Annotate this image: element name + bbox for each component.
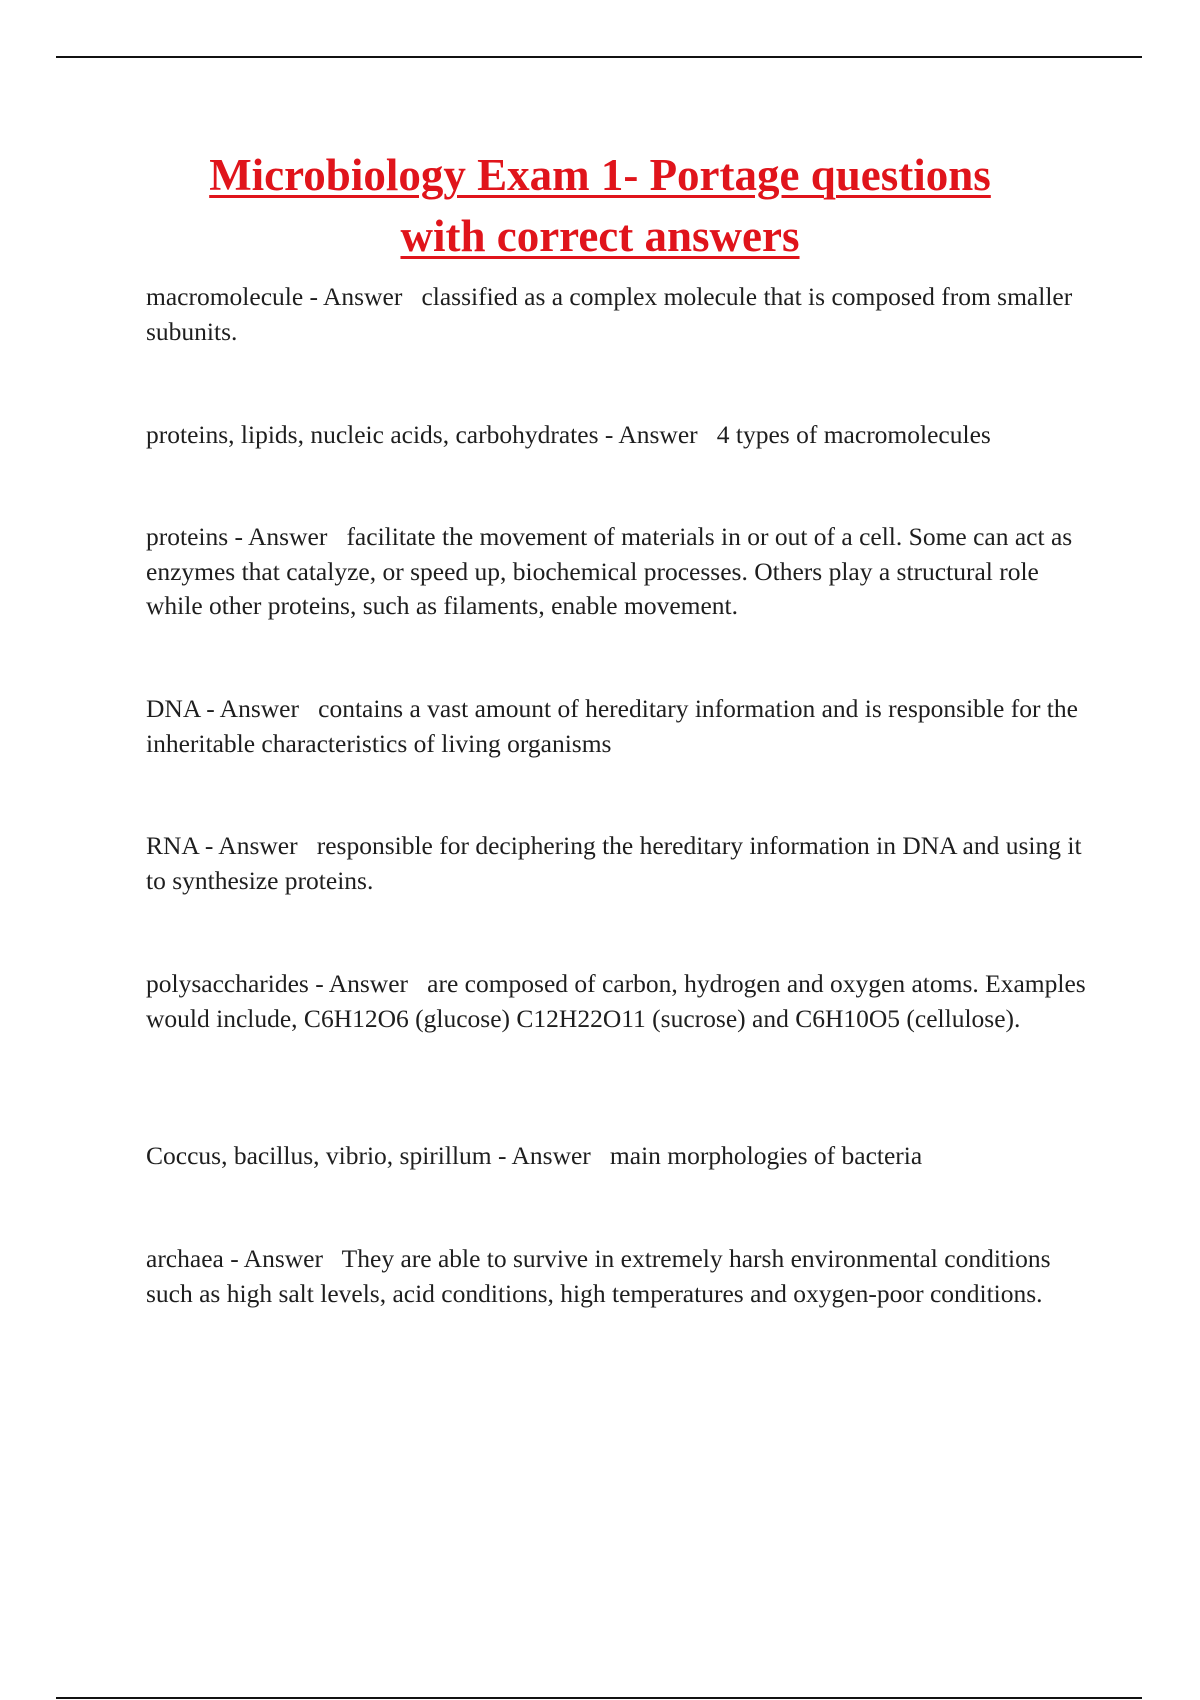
qa-answer: 4 types of macromolecules xyxy=(716,420,991,449)
qa-separator: - Answer xyxy=(198,831,317,860)
qa-item-polysaccharides xyxy=(146,967,1096,1036)
qa-item-archaea xyxy=(146,1242,1096,1311)
qa-item-proteins xyxy=(146,520,1096,624)
bottom-rule xyxy=(56,1697,1142,1699)
title-line-1: Microbiology Exam 1- Portage questions xyxy=(209,150,991,200)
qa-answer: responsible for deciphering the hereditary information in DNA and using it to synthesize proteins. xyxy=(146,831,1082,895)
qa-term: proteins xyxy=(146,522,229,551)
qa-separator: - Answer xyxy=(223,1244,342,1273)
qa-separator: - Answer xyxy=(303,282,422,311)
qa-term: Coccus, bacillus, vibrio, spirillum xyxy=(146,1141,492,1170)
top-rule xyxy=(56,56,1142,58)
qa-term: polysaccharides xyxy=(146,969,309,998)
qa-separator: - Answer xyxy=(308,969,428,998)
qa-separator: - Answer xyxy=(228,522,347,551)
qa-separator: - Answer xyxy=(491,1141,610,1170)
qa-separator: - Answer xyxy=(199,694,319,723)
qa-term: proteins, lipids, nucleic acids, carbohydrates xyxy=(146,420,599,449)
qa-answer: main morphologies of bacteria xyxy=(609,1141,923,1170)
qa-term: macromolecule xyxy=(146,282,304,311)
qa-item-rna xyxy=(146,829,1096,898)
qa-answer: are composed of carbon, hydrogen and oxygen atoms. Examples would include, C6H12O6 (glucose) C12H22O11 (sucrose) and C6H10O5 (cellulose). xyxy=(146,969,1086,1033)
qa-term: RNA xyxy=(146,831,199,860)
qa-separator: - Answer xyxy=(598,420,717,449)
qa-answer: They are able to survive in extremely harsh environmental conditions such as high salt levels, acid conditions, high temperatures and oxygen-poor conditions. xyxy=(146,1244,1051,1308)
qa-answer: classified as a complex molecule that is composed from smaller subunits. xyxy=(146,282,1073,346)
qa-item-macromolecule xyxy=(146,280,1096,349)
qa-answer: facilitate the movement of materials in or out of a cell. Some can act as enzymes that catalyze, or speed up, biochemical processes. Others play a structural role while other proteins, such as filaments, enable movement. xyxy=(146,522,1073,620)
qa-answer: contains a vast amount of hereditary information and is responsible for the inheritable characteristics of living organisms xyxy=(146,694,1078,758)
qa-item-bacteria-morphologies xyxy=(146,1139,1096,1174)
qa-item-dna xyxy=(146,692,1096,761)
qa-item-macromolecule-types xyxy=(146,418,1096,453)
qa-term: archaea xyxy=(146,1244,224,1273)
title-line-2: with correct answers xyxy=(400,211,800,261)
document-title xyxy=(100,145,1100,267)
qa-term: DNA xyxy=(146,694,200,723)
